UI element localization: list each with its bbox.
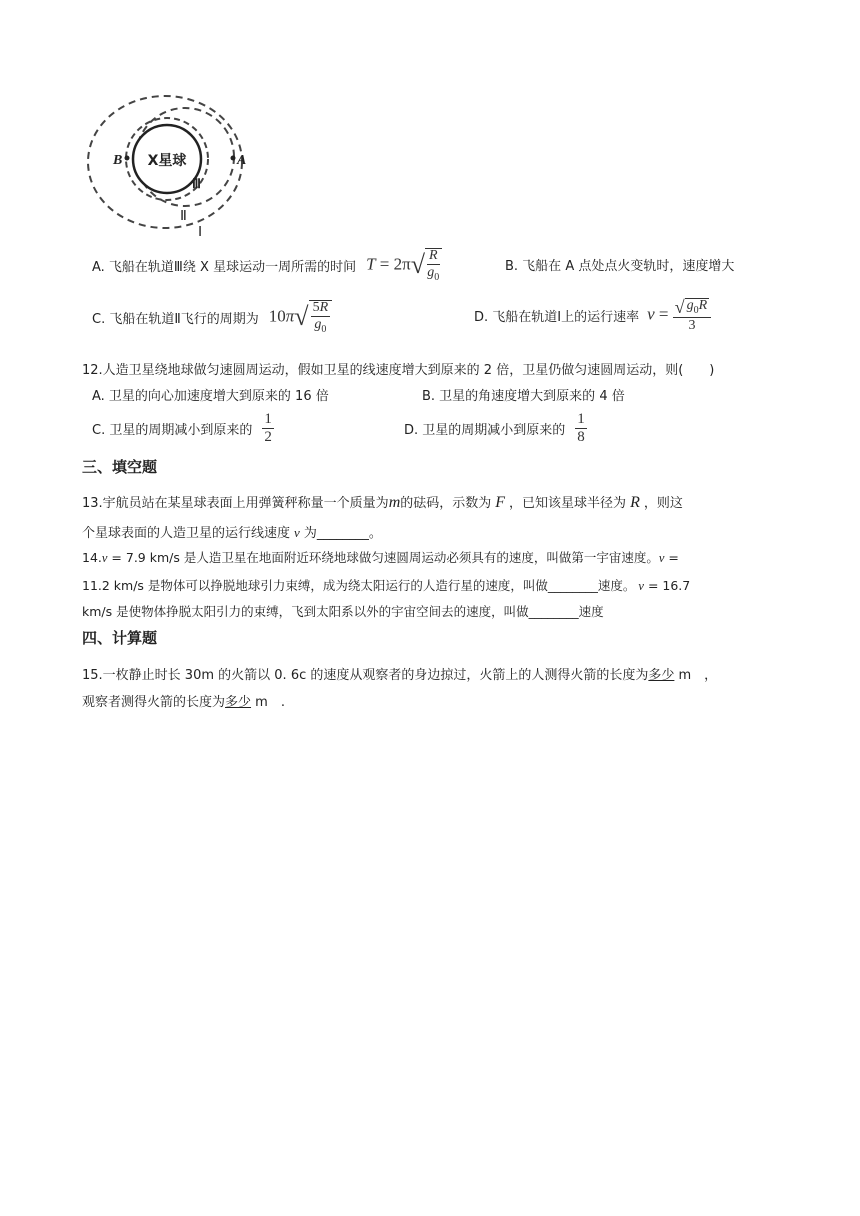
q12-stem: 12.人造卫星绕地球做匀速圆周运动，假如卫星的线速度增大到原来的 2 倍，卫星仍做匀速圆周运动，则( ) [82,363,715,378]
q14-var-v-2: v [658,551,665,565]
q13-text-5: 个星球表面的人造卫星的运行线速度 [82,526,291,541]
q12-option-b: B. 卫星的角速度增大到原来的 4 倍 [422,389,625,404]
q13-text-1: 13.宇航员站在某星球表面上用弹簧秤称量一个质量为 [82,496,389,511]
q11-option-c [92,300,332,335]
q15-line1 [82,664,717,683]
q13-text-2: 的砝码，示数为 [400,496,492,511]
q12-option-d-text: D. 卫星的周期减小到原来的 [404,423,566,438]
q13-line2 [82,522,382,541]
q11-option-b: B. 飞船在 A 点处点火变轨时，速度增大 [505,259,735,274]
q11-option-d [474,298,711,333]
q14-line2 [82,576,690,594]
q11-option-a-text: A. 飞船在轨道Ⅲ绕 X 星球运动一周所需的时间 [92,259,357,275]
q12-option-d-numerator: 1 [577,411,585,427]
q13-var-v: v [294,525,300,540]
q14-text-2-end: = 16.7 [643,578,691,593]
q15-text-2-end: m . [251,695,285,710]
q12-option-d-fraction [575,412,587,445]
q13-text-3: ，已知该星球半径为 [509,496,627,511]
q14-text-2: 11.2 km/s 是物体可以挣脱地球引力束缚，成为绕太阳运行的人造行星的速度，叫做________速度。 [82,578,636,593]
q11-option-d-formula: v = √ $g_0R$ 3 [647,298,711,333]
q14-var-v-3: v [638,579,644,593]
q12-option-a: A. 卫星的向心加速度增大到原来的 16 倍 [92,389,329,404]
q11-option-a [92,248,442,283]
q12-option-d [404,412,587,445]
q11-option-a-formula: T = 2π √ $\frac{R}{g_0}$ [366,248,441,283]
q13-blank-text: 为________。 [299,526,382,541]
label-A: A [237,153,247,168]
q15-blank-2: 多少 [225,695,252,710]
q13-line1 [82,492,683,512]
q12-option-c-denominator: 2 [264,429,272,445]
section4-title: 四、计算题 [82,629,158,647]
q15-text-2: 观察者测得火箭的长度为 [82,695,226,710]
q14-line1: 14.v = 7.9 km/s 是人造卫星在地面附近环绕地球做匀速圆周运动必须具有的速度，叫做第一宇宙速度。v = [82,550,679,565]
q13-var-R: R [630,494,640,511]
planet-label: X星球 [147,153,187,169]
point-B [125,156,130,161]
q14-text-1: = 7.9 km/s 是人造卫星在地面附近环绕地球做匀速圆周运动必须具有的速度，叫做第一宇宙速度。 [107,550,659,565]
section3-title: 三、填空题 [82,458,158,476]
q15-text-1: 15.一枚静止时长 30m 的火箭以 0. 6c 的速度从观察者的身边掠过，火箭上的人测得火箭的长度为 [82,668,649,683]
q12-option-c-fraction [262,412,274,445]
q15-text-1-end: m ， [674,668,718,683]
q13-var-F: F [495,494,506,511]
q14-line3: km/s 是使物体挣脱太阳引力的束缚，飞到太阳系以外的宇宙空间去的速度，叫做________速度 [82,604,604,619]
q12-option-c-text: C. 卫星的周期减小到原来的 [92,423,253,438]
point-A [231,156,236,161]
orbit-diagram [80,90,255,240]
q15-line2 [82,691,285,710]
label-B: B [113,153,123,168]
q11-option-c-text: C. 飞船在轨道Ⅱ飞行的周期为 [92,311,259,327]
q14-text-1-end: = [664,550,679,565]
label-orbit-II: Ⅱ [180,209,187,224]
q15-blank-1: 多少 [648,668,675,683]
q12-option-d-denominator: 8 [577,429,585,445]
label-orbit-I: Ⅰ [198,225,203,240]
q11-option-c-formula: 10π √ $\frac{5R}{g_0}$ [269,300,332,335]
q12-option-c [92,412,274,445]
label-orbit-III: Ⅲ [192,176,201,191]
q13-text-4: ，则这 [643,496,683,511]
q13-var-m: m [388,494,401,511]
q14-var-v-1: v [101,551,108,565]
q12-option-c-numerator: 1 [264,411,272,427]
q11-option-d-text: D. 飞船在轨道Ⅰ上的运行速率 [474,310,640,325]
